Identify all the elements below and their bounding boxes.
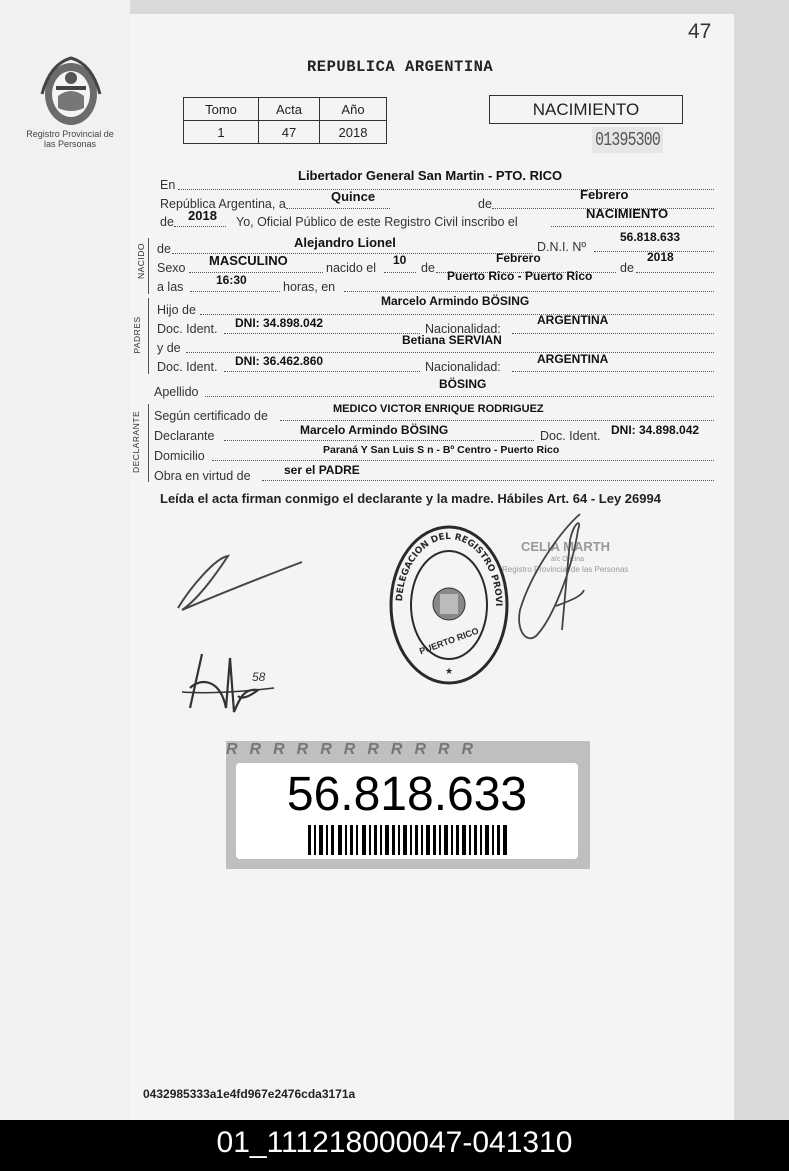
dni-label: D.N.I. Nº	[537, 240, 587, 254]
birth-day-value: 10	[393, 253, 407, 267]
dotted-line	[200, 313, 714, 315]
signature-mother	[170, 548, 310, 618]
declarant-doc-value: DNI: 34.898.042	[611, 423, 700, 437]
side-label-padres: PADRES	[132, 316, 142, 354]
doc-ident-label: Doc. Ident.	[157, 360, 218, 374]
registry-table	[183, 97, 387, 144]
de-label-2: de	[160, 215, 174, 229]
obra-label: Obra en virtud de	[154, 469, 251, 483]
closing-text: Leída el acta firman conmigo el declarante y la madre. Hábiles Art. 64 - Ley 26994	[160, 491, 661, 506]
dotted-line	[512, 332, 714, 334]
officer-stamp-role: a/c Oficina	[551, 556, 585, 563]
address-value: Paraná Y San Luis S n - Bº Centro - Puerto Rico	[323, 444, 560, 456]
dotted-line	[280, 419, 714, 421]
de-label-3: de	[157, 242, 171, 256]
footer-bar	[0, 1120, 789, 1171]
dotted-line	[174, 225, 226, 227]
coat-of-arms-logo	[38, 56, 104, 128]
section-divider	[148, 404, 149, 482]
dotted-line	[224, 439, 534, 441]
de-label: de	[478, 197, 492, 211]
dotted-line	[551, 225, 714, 227]
inscribo-value: NACIMIENTO	[586, 206, 669, 221]
document-hash: 0432985333a1e4fd967e2476cda3171a	[143, 1087, 356, 1101]
signature-officer	[512, 510, 602, 650]
dotted-line	[189, 271, 323, 273]
father-nationality-value: ARGENTINA	[537, 313, 609, 327]
document-title: REPUBLICA ARGENTINA	[307, 58, 494, 76]
place-value: Libertador General San Martin - PTO. RICO	[298, 168, 563, 183]
father-name-value: Marcelo Armindo BÖSING	[381, 294, 530, 308]
dotted-line	[286, 207, 390, 209]
dotted-line	[512, 370, 714, 372]
officer-stamp-name: CELIA MARTH	[521, 539, 611, 554]
section-divider	[148, 298, 149, 374]
dotted-line	[178, 188, 714, 190]
nacionalidad-label: Nacionalidad:	[425, 322, 501, 336]
dotted-line	[384, 271, 416, 273]
mother-name-value: Betiana SERVIAN	[402, 333, 502, 347]
hijo-label: Hijo de	[157, 303, 196, 317]
doc-ident-label: Doc. Ident.	[157, 322, 218, 336]
sexo-value: MASCULINO	[209, 253, 288, 268]
signature-note: 58	[252, 670, 266, 684]
officer-stamp-office: Registro Provincial de las Personas	[502, 565, 629, 574]
father-doc-value: DNI: 34.898.042	[235, 316, 324, 330]
registry-tomo: 1	[184, 121, 259, 144]
mother-doc-value: DNI: 36.462.860	[235, 354, 324, 368]
de-label-5: de	[620, 261, 634, 275]
dotted-line	[186, 351, 714, 353]
alas-label: a las	[157, 280, 184, 294]
serial-number: 01395300	[592, 127, 663, 153]
dotted-line	[224, 370, 420, 372]
child-name-value: Alejandro Lionel	[294, 235, 396, 250]
en-label: En	[160, 178, 176, 192]
segun-label: Según certificado de	[154, 409, 268, 423]
de-label-4: de	[421, 261, 435, 275]
month-value: Febrero	[580, 187, 629, 202]
record-type-box: NACIMIENTO	[489, 95, 683, 124]
mother-nationality-value: ARGENTINA	[537, 352, 609, 366]
registry-acta: 47	[259, 121, 320, 144]
dotted-line	[205, 395, 714, 397]
sticker-pattern: RRRRRRRRRRR	[226, 741, 486, 758]
official-seal	[388, 524, 510, 686]
side-label-declarante: DECLARANTE	[131, 410, 141, 473]
registry-header-anio: Año	[320, 98, 387, 121]
seal-bottom-text: PUERTO RICO	[417, 625, 481, 657]
yde-label: y de	[157, 341, 181, 355]
left-margin	[0, 0, 130, 1120]
republica-label: República Argentina, a	[160, 197, 286, 211]
page-number: 47	[688, 20, 712, 43]
sticker-dni-number: 56.818.633	[286, 768, 528, 821]
dotted-line	[190, 290, 280, 292]
oficial-text: Yo, Oficial Público de este Registro Civil inscribo el	[236, 215, 518, 229]
nacido-label: nacido el	[326, 261, 377, 275]
relation-value: ser el PADRE	[284, 463, 360, 477]
registry-header-tomo: Tomo	[184, 98, 259, 121]
declarant-name-value: Marcelo Armindo BÖSING	[300, 423, 449, 437]
sexo-label: Sexo	[157, 261, 186, 275]
certificate-value: MEDICO VICTOR ENRIQUE RODRIGUEZ	[333, 403, 544, 415]
domicilio-label: Domicilio	[154, 449, 205, 463]
birth-year-value: 2018	[647, 250, 674, 264]
svg-text:★: ★	[444, 666, 454, 676]
seal-ring-text: DELEGACION DEL REGISTRO PROVI	[395, 531, 504, 607]
nacionalidad-label: Nacionalidad:	[425, 360, 501, 374]
dotted-line	[224, 332, 420, 334]
dotted-line	[344, 290, 714, 292]
birth-month-value: Febrero	[496, 251, 541, 265]
dotted-line	[636, 271, 714, 273]
dotted-line	[262, 479, 714, 481]
birth-time-value: 16:30	[216, 273, 247, 287]
footer-code: 01_111218000047-041310	[216, 1126, 573, 1159]
declarante-label: Declarante	[154, 429, 215, 443]
apellido-label: Apellido	[154, 385, 199, 399]
dotted-line	[212, 459, 714, 461]
registry-header-acta: Acta	[259, 98, 320, 121]
birth-place-value: Puerto Rico - Puerto Rico	[447, 269, 593, 283]
signature-declarant	[180, 648, 290, 728]
year-value: 2018	[188, 208, 217, 223]
dni-sticker	[226, 741, 590, 869]
surname-value: BÖSING	[439, 377, 487, 391]
section-divider	[148, 238, 149, 294]
sticker-label	[236, 763, 578, 859]
barcode	[308, 825, 508, 855]
side-label-nacido: NACIDO	[136, 242, 146, 280]
dni-value: 56.818.633	[620, 230, 681, 244]
horas-label: horas, en	[283, 280, 336, 294]
logo-caption: Registro Provincial de las Personas	[26, 129, 114, 149]
doc-ident-label: Doc. Ident.	[540, 429, 601, 443]
registry-anio: 2018	[320, 121, 387, 144]
day-value: Quince	[331, 189, 376, 204]
